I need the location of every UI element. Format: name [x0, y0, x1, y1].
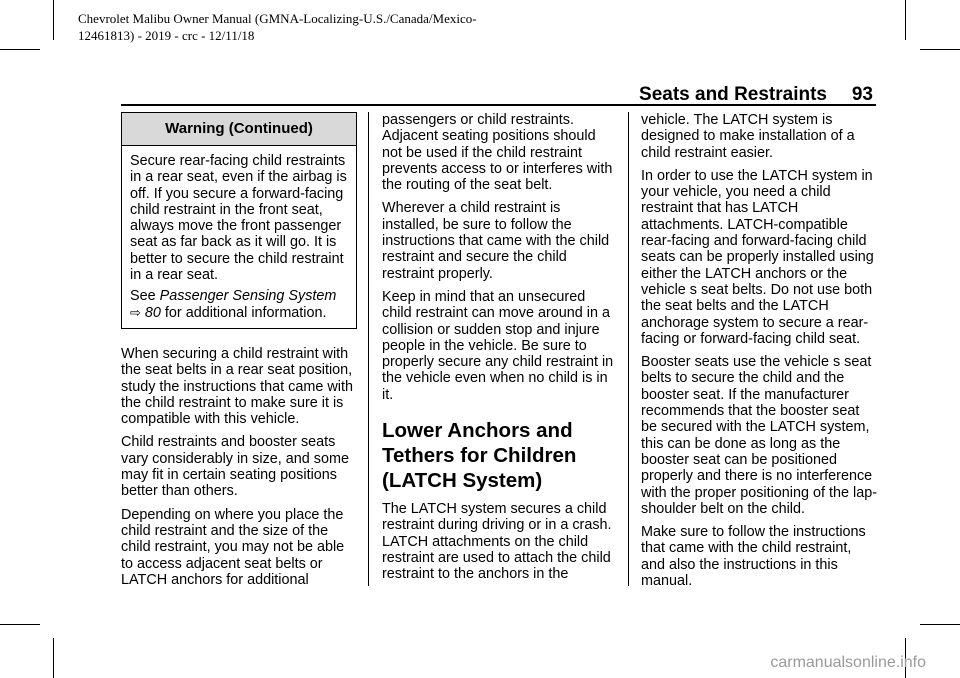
- paragraph: Child restraints and booster seats vary considerably in size, and some may fit in certain seating positions better than others.: [121, 434, 349, 500]
- document-header: [78, 10, 638, 44]
- see-link[interactable]: Passenger Sensing System: [159, 288, 337, 305]
- page-number: 93: [851, 84, 873, 105]
- paragraph: Keep in mind that an unsecured child restraint can move around in a collision or sudden stop and injure people in the vehicle. Be sure to properly secure any child restraint in the vehicle even when no child is in it.: [382, 288, 614, 403]
- header-line-1: Chevrolet Malibu Owner Manual (GMNA-Localizing-U.S./Canada/Mexico-: [78, 11, 477, 26]
- crop-mark: [920, 624, 960, 625]
- paragraph: The LATCH system secures a child restraint during driving or in a crash. LATCH attachments on the child restraint are used to attach the child restraint to the anchors in the: [382, 501, 612, 583]
- crop-mark: [0, 49, 40, 50]
- see-page[interactable]: 80: [144, 304, 161, 321]
- column-divider: [368, 112, 369, 586]
- column-1: [121, 112, 357, 595]
- paragraph: In order to use the LATCH system in your vehicle, you need a child restraint that has LATCH attachments. LATCH-compatible rear-facing and forward-facing child seats can be properly installed using either the LATCH anchors or the vehicle s seat belts. Do not use both the seat belts and the LATCH anchorage system to secure a rear-facing or forward-facing child seat.: [641, 167, 874, 347]
- paragraph: When securing a child restraint with the seat belts in a rear seat position, study the instructions that came with the child restraint to make sure it is compatible with this vehicle.: [121, 345, 353, 428]
- section-header: [121, 84, 876, 106]
- header-line-2: 12461813) - 2019 - crc - 12/11/18: [78, 28, 255, 43]
- paragraph: Wherever a child restraint is installed, be sure to follow the instructions that came with the child restraint and secure the child restraint properly.: [382, 200, 610, 282]
- crop-mark: [53, 638, 54, 678]
- warning-see-reference: [130, 288, 348, 321]
- watermark: carmanualsonline.info: [770, 654, 926, 671]
- paragraph: Depending on where you place the child restraint and the size of the child restraint, you may not be able to access adjacent seat belts or LATCH anchors for additional: [121, 506, 345, 588]
- paragraph: Booster seats use the vehicle s seat belts to secure the child and the booster seat. If the manufacturer recommends that the booster seat be secured with the LATCH system, this can be done as long as the booster seat can be positioned properly and there is no interference with the proper positioning of the lap-shoulder belt on the child.: [641, 354, 877, 517]
- crop-mark: [53, 0, 54, 40]
- page-arrow-icon: ⇨: [130, 304, 141, 320]
- subsection-heading: Lower Anchors and Tethers for Children (LATCH System): [382, 419, 577, 493]
- section-title: Seats and Restraints: [639, 84, 827, 105]
- crop-mark: [0, 624, 40, 625]
- see-prefix: See: [130, 288, 160, 305]
- paragraph: passengers or child restraints. Adjacent seating positions should not be used if the child restraint prevents access to or interferes with the routing of the seat belt.: [382, 112, 613, 194]
- warning-title: Warning (Continued): [122, 113, 356, 146]
- warning-body: [122, 146, 356, 328]
- see-suffix: for additional information.: [160, 304, 327, 321]
- column-3: [641, 112, 878, 596]
- column-divider: [628, 112, 629, 586]
- paragraph: vehicle. The LATCH system is designed to make installation of a child restraint easier.: [641, 112, 855, 161]
- warning-text: Secure rear-facing child restraints in a rear seat, even if the airbag is off. If you secure a forward-facing child restraint in the front seat, always move the front passenger seat as far back as it will go. It is better to secure the child restraint in a rear seat.: [130, 153, 347, 284]
- column-2: [382, 112, 616, 590]
- paragraph: Make sure to follow the instructions that came with the child restraint, and also the instructions in this manual.: [641, 524, 866, 590]
- crop-mark: [920, 49, 960, 50]
- warning-box: [121, 112, 357, 329]
- crop-mark: [905, 0, 906, 40]
